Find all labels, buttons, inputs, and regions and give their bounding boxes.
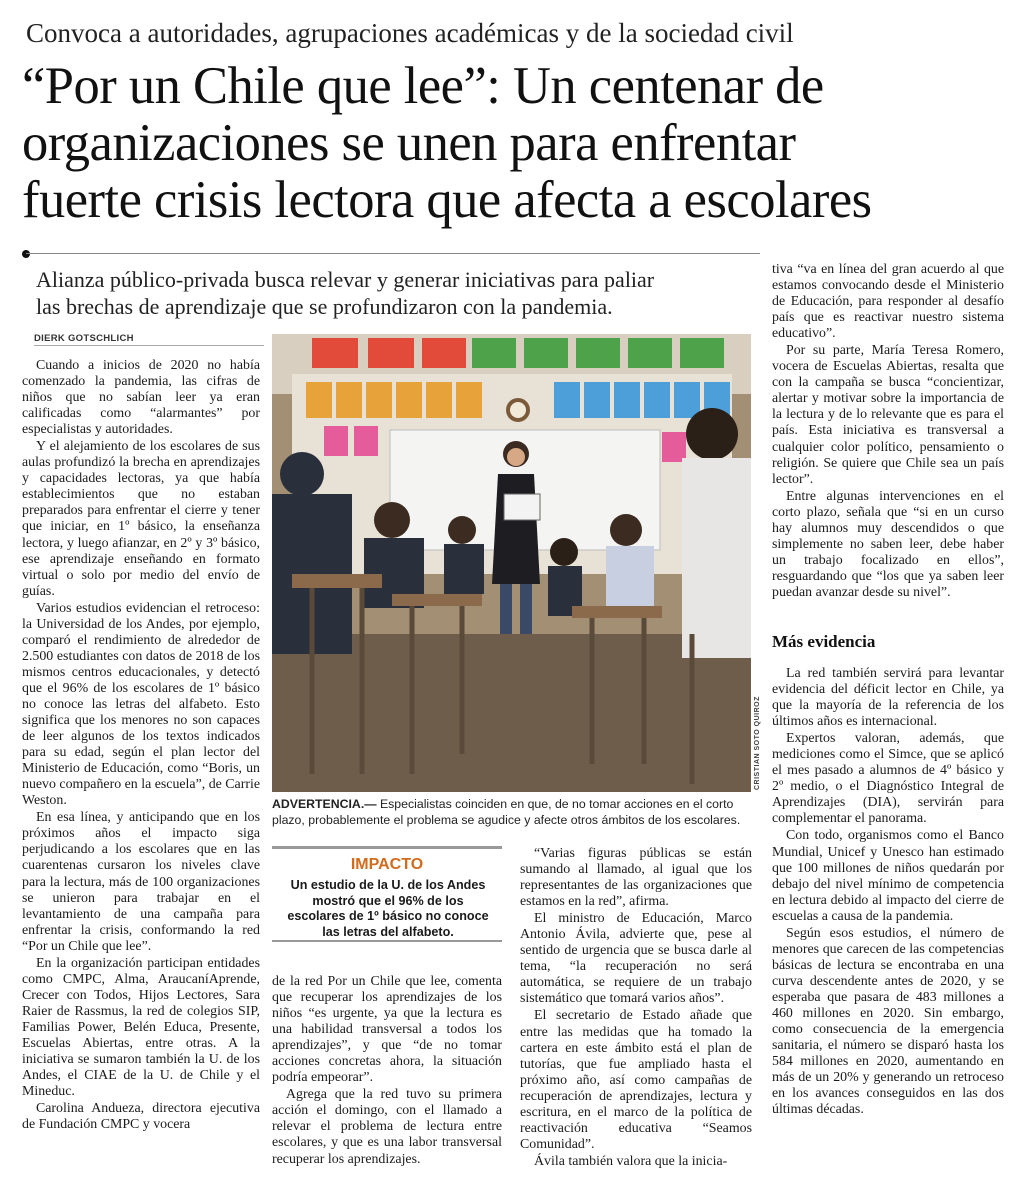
paragraph: El ministro de Educación, Marco Antonio Ávila, advierte que, pese al sentido de urgencia que se busca darle al tema, “la recuperación no será automática, se requiere de un trabajo sistemático que tomará varios años”. <box>520 911 752 1007</box>
classroom-illustration <box>272 334 751 792</box>
impact-box <box>272 846 502 942</box>
subhead: Más evidencia <box>772 632 876 651</box>
impact-bottom-rule <box>272 940 502 942</box>
impact-text: Un estudio de la U. de los Andes mostró que el 96% de los escolares de 1º básico no conoce las letras del alfabeto. <box>287 878 489 939</box>
headline-rule <box>26 253 760 254</box>
deck-line: las brechas de aprendizaje que se profundizaron con la pandemia. <box>36 294 613 319</box>
paragraph: Ávila también valora que la inicia- <box>534 1153 728 1169</box>
paragraph: Varios estudios evidencian el retroceso: la Universidad de los Andes, por ejemplo, comparó el rendimiento de alrededor de 2.500 estudiantes con datos de 2018 de los mismos centros educacionales, y detectó que el 96% de los escolares de 1º básico no conoce las letras del alfabeto. Esto significa que los menores no son capaces de leer algunos de los textos indicados para su edad, según el plan lector del Ministerio de Educación, como “Boris, un nuevo compañero en la escuela”, de Carrie Weston. <box>22 600 260 809</box>
paragraph: Con todo, organismos como el Banco Mundial, Unicef y Unesco han estimado que 100 millones de niños quedarán por debajo del nivel mínimo de competencia en lectura debido al impacto del cierre de escuelas a causa de la pandemia. <box>772 828 1004 924</box>
paragraph: Cuando a inicios de 2020 no había comenzado la pandemia, las cifras de niños que no sabían leer ya eran calificadas como “alarmantes” por especialistas y autoridades. <box>22 358 260 438</box>
impact-top-rule <box>272 846 502 849</box>
byline-rule <box>34 345 264 346</box>
paragraph: El secretario de Estado añade que entre las medidas que ha tomado la cartera en este ámbito está el plan de tutorías, que fue ampliado hasta el próximo año, así como campañas de recuperación de aprendizajes, lectura y escritura, en el marco de la política de reactivación educativa “Seamos Comunidad”. <box>520 1008 752 1152</box>
column-3 <box>520 846 752 1171</box>
deck-line: Alianza público-privada busca relevar y generar iniciativas para paliar <box>36 267 655 292</box>
paragraph: de la red Por un Chile que lee, comenta que recuperar los aprendizajes de los niños “es urgente, ya que la lectura es una habilidad transversal a todos los aprendizajes”, y que “de no tomar acciones concretas ahora, la situación podría empeorar”. <box>272 974 502 1086</box>
paragraph: Y el alejamiento de los escolares de sus aulas profundizó la brecha en aprendizajes y capacidades lectoras, ya que había establecimientos que no estaban preparados para enfrentar el cierre y tener que iniciar, en 1º básico, la enseñanza lectora, y luego afianzar, en 2º y 3º básico, ese aprendizaje enseñando en formato virtual o solo por medio del envío de guías. <box>22 439 260 599</box>
impact-title: IMPACTO <box>350 856 424 873</box>
paragraph: Carolina Andueza, directora ejecutiva de Fundación CMPC y vocera <box>22 1101 260 1133</box>
column-2 <box>272 974 502 1169</box>
paragraph: tiva “va en línea del gran acuerdo al que estamos convocando desde el Ministerio de Educación, para responder al desafío país que es reactivar nuestro sistema educativo”. <box>772 262 1004 342</box>
deck <box>36 266 756 320</box>
paragraph: La red también servirá para levantar evidencia del déficit lector en Chile, ya que la mayoría de la referencia de los últimos años es internacional. <box>772 666 1004 730</box>
column-4-top <box>772 262 1004 602</box>
headline-line: fuerte crisis lectora que afecta a escolares <box>22 171 872 229</box>
kicker: Convoca a autoridades, agrupaciones académicas y de la sociedad civil <box>26 18 794 48</box>
photo-credit: CRISTIAN SOTO QUIROZ <box>754 696 761 790</box>
paragraph: Entre algunas intervenciones en el corto plazo, señala que “si en un curso hay alumnos muy descendidos o que simplemente no saben leer, debe haber un trabajo focalizado en ellos”, resguardando que “los que ya saben leer puedan avanzar desde su nivel”. <box>772 488 1004 600</box>
headline <box>22 58 1012 229</box>
rule-dot <box>22 250 30 258</box>
classroom-photo <box>272 334 751 792</box>
paragraph: Expertos valoran, además, que mediciones como el Simce, que se aplicó el mes pasado a alumnos de 4º básico y 2º medio, o el Diagnóstico Integral de Aprendizajes (DIA), servirán para complementar el panorama. <box>772 731 1004 827</box>
caption-lead: ADVERTENCIA.— <box>272 797 377 811</box>
headline-line: organizaciones se unen para enfrentar <box>22 114 796 172</box>
paragraph: En esa línea, y anticipando que en los próximos años el impacto siga perjudicando a los escolares que en las cuarentenas cursaron los niveles clave para la lectura, más de 100 organizaciones se unieron para trabajar en el levantamiento de una campaña para enfrentar la crisis, conformando la red “Por un Chile que lee”. <box>22 810 260 954</box>
headline-line: “Por un Chile que lee”: Un centenar de <box>22 57 824 115</box>
photo-caption <box>272 796 756 828</box>
caption-text: Especialistas coinciden en que, de no tomar acciones en el corto plazo, probablemente el problema se agudice y afecte otros ámbitos de los escolares. <box>272 797 741 827</box>
column-1 <box>22 358 260 1134</box>
paragraph: Agrega que la red tuvo su primera acción el domingo, con el llamado a relevar el problema de lectura entre escolares, y que es una labor transversal recuperar los aprendizajes. <box>272 1087 502 1167</box>
paragraph: Por su parte, María Teresa Romero, vocera de Escuelas Abiertas, resalta que con la campaña se busca “concientizar, alertar y motivar sobre la importancia de la lectura y de lo relevante que es para el país. Esta iniciativa es transversal a cualquier color político, pensamiento o religión. Se quiere que Chile sea un país lector”. <box>772 343 1004 487</box>
paragraph: Según esos estudios, el número de menores que carecen de las competencias básicas de lectura se encontraba en una curva descendente antes de 2020, y se esperaba que pasara de 483 millones a 460 millones en 2020. Sin embargo, como consecuencia de la emergencia sanitaria, el número se disparó hasta los 584 millones en 2020, aumentando en más de un 20% y generando un retroceso en los avances conseguidos en las dos últimas décadas. <box>772 925 1004 1118</box>
paragraph: En la organización participan entidades como CMPC, Alma, AraucaníAprende, Crecer con Todos, Hijos Lectores, Sara Raier de Rassmus, la red de colegios SIP, Familias Power, Belén Educa, Presente, Escuelas Abiertas, entre otras. A la iniciativa se sumaron también la U. de los Andes, el CIAE de la U. de Chile y el Mineduc. <box>22 955 260 1100</box>
byline: DIERK GOTSCHLICH <box>34 333 134 344</box>
paragraph: “Varias figuras públicas se están sumando al llamado, al igual que los representantes de las organizaciones que estamos en la red”, afirma. <box>520 846 752 910</box>
column-4-bottom <box>772 666 1004 1119</box>
